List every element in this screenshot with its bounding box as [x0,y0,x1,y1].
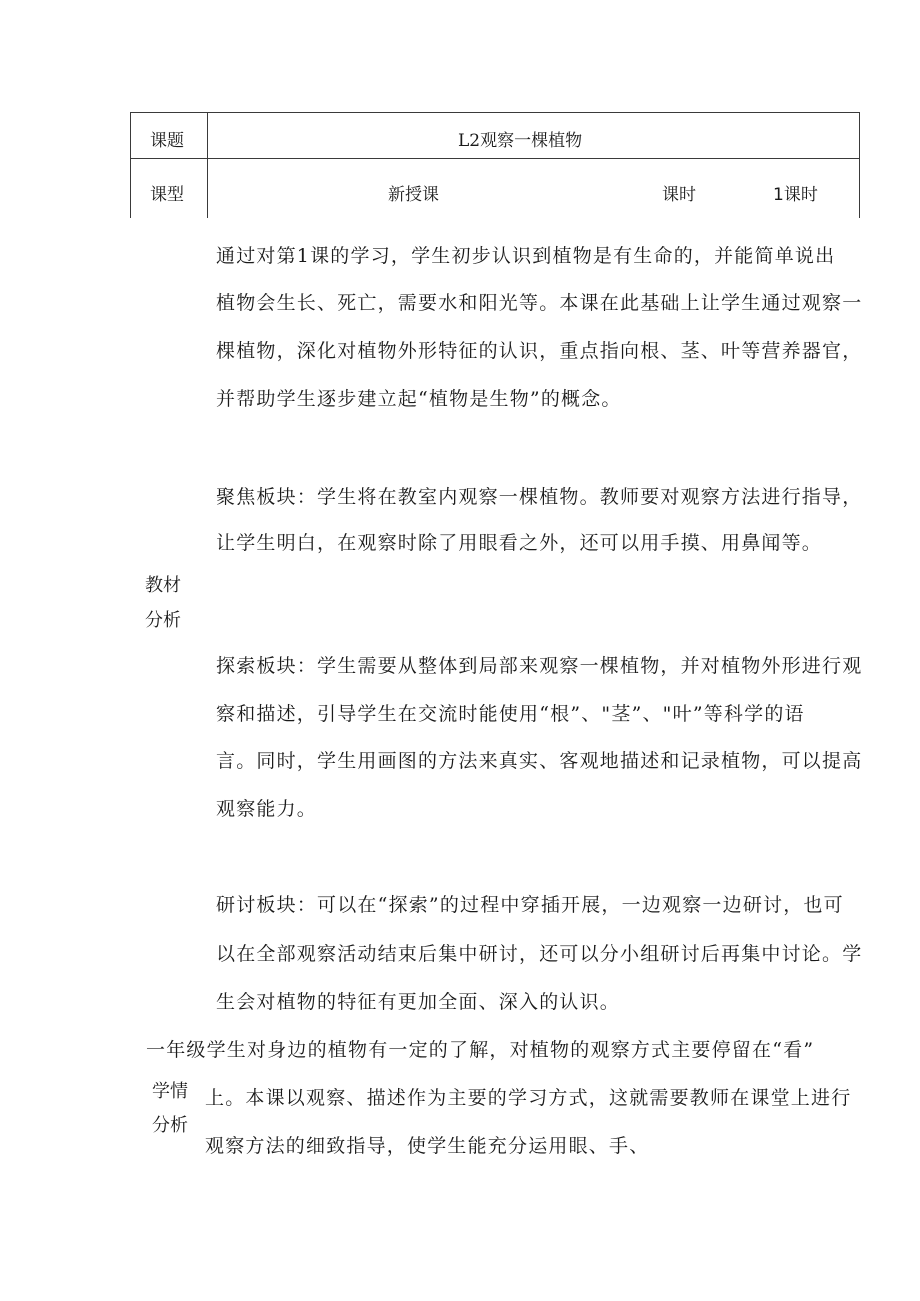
hours-label: 课时 [662,185,696,205]
type-value: 新授课 [388,185,439,205]
paragraph-line: 聚焦板块：学生将在教室内观察一棵植物。教师要对观察方法进行指导， [216,486,863,508]
table-column-divider [207,112,208,218]
material-analysis-label-line1: 教材 [145,575,181,596]
paragraph-line: 研讨板块：可以在“探索”的过程中穿插开展，一边观察一边研讨，也可 [216,894,844,916]
hours-value: 1课时 [773,185,818,205]
paragraph-line: 并帮助学生逐步建立起“植物是生物”的概念。 [216,388,622,410]
type-label: 课型 [150,185,184,205]
paragraph-line: 棵植物，深化对植物外形特征的认识，重点指向根、茎、叶等营养器官， [216,340,863,362]
paragraph-line: 生会对植物的特征有更加全面、深入的认识。 [216,991,621,1013]
material-analysis-label-line2: 分析 [145,610,181,631]
paragraph-line: 植物会生长、死亡，需要水和阳光等。本课在此基础上让学生通过观察一 [216,292,863,314]
paragraph-line: 探索板块：学生需要从整体到局部来观察一棵植物，并对植物外形进行观 [216,655,863,677]
table-top-border [130,112,860,113]
paragraph-line: 观察方法的细致指导，使学生能充分运用眼、手、 [205,1135,650,1157]
student-analysis-label-line2: 分析 [152,1115,188,1136]
topic-label: 课题 [150,131,184,151]
paragraph-line: 上。本课以观察、描述作为主要的学习方式，这就需要教师在课堂上进行 [205,1087,852,1109]
paragraph-line: 言。同时，学生用画图的方法来真实、客观地描述和记录植物，可以提高 [216,750,863,772]
table-middle-border [130,158,860,159]
table-left-border [130,112,131,218]
table-right-border [859,112,860,218]
student-analysis-label-line1: 学情 [152,1081,188,1102]
paragraph-line: 以在全部观察活动结束后集中研讨，还可以分小组研讨后再集中讨论。学 [216,943,863,965]
paragraph-line: 一年级学生对身边的植物有一定的了解，对植物的观察方式主要停留在“看” [146,1039,815,1061]
paragraph-line: 观察能力。 [216,798,318,820]
paragraph-line: 察和描述，引导学生在交流时能使用“根”、"茎”、"叶”等科学的语 [216,703,805,725]
topic-value: L2观察一棵植物 [458,131,583,151]
paragraph-line: 让学生明白，在观察时除了用眼看之外，还可以用手摸、用鼻闻等。 [216,532,823,554]
paragraph-line: 通过对第1课的学习，学生初步认识到植物是有生命的，并能简单说出 [216,245,836,267]
